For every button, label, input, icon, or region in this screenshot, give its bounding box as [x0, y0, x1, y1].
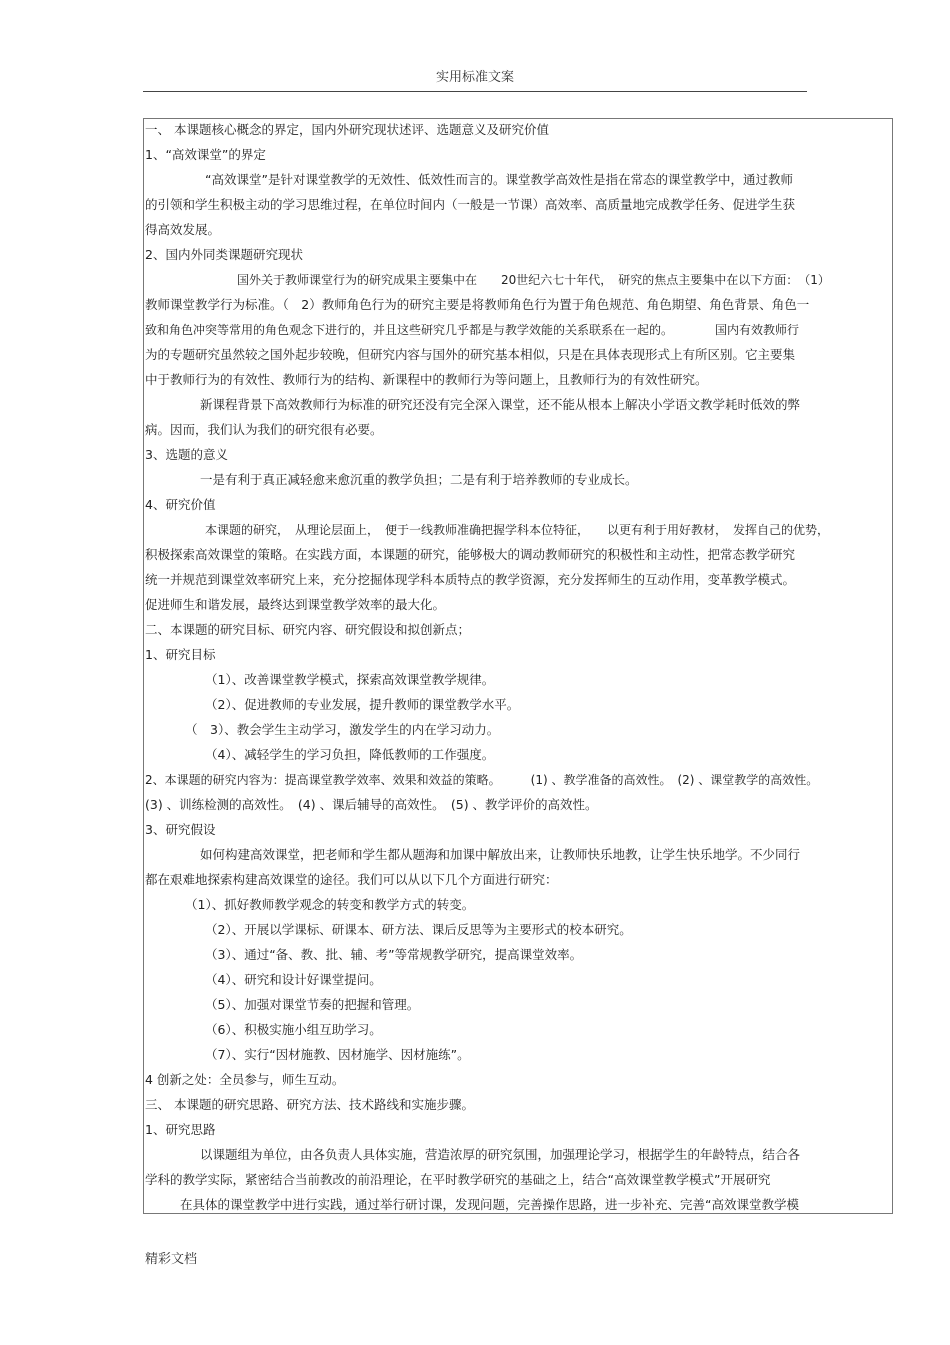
- paragraph-line: 病。因而，我们认为我们的研究很有必要。: [145, 422, 383, 437]
- subsection-heading: 2、国内外同类课题研究现状: [145, 247, 303, 262]
- header-rule: [143, 91, 807, 92]
- page-footer: 精彩文档: [145, 1252, 198, 1267]
- paragraph-line: 教师课堂教学行为标准。（ 2）教师角色行为的研究主要是将教师角色行为置于角色规范、角色期望、角色背景、角色一: [145, 297, 810, 312]
- list-item: （5）、加强对课堂节奏的把握和管理。: [205, 997, 420, 1012]
- paragraph-line: (3) 、训练检测的高效性。 (4) 、课后辅导的高效性。 (5) 、教学评价的高效性。: [145, 797, 598, 812]
- paragraph-line: 本课题的研究， 从理论层面上， 便于一线教师准确把握学科本位特征， 以更有利于用好教材， 发挥自己的优势，: [205, 523, 830, 537]
- list-item: （4）、研究和设计好课堂提问。: [205, 972, 382, 987]
- list-item: （2）、开展以学课标、研课本、研方法、课后反思等为主要形式的校本研究。: [205, 922, 632, 937]
- paragraph-line: 得高效发展。: [145, 222, 221, 237]
- list-item: （6）、积极实施小组互助学习。: [205, 1022, 382, 1037]
- page-header: 实用标准文案: [435, 70, 514, 85]
- section-1-heading: 一、 本课题核心概念的界定，国内外研究现状述评、选题意义及研究价值: [145, 122, 549, 137]
- subsection-heading: 4、研究价值: [145, 497, 216, 512]
- paragraph-line: 积极探索高效课堂的策略。在实践方面，本课题的研究，能够极大的调动教师研究的积极性和主动性，把常态教学研究: [145, 547, 796, 562]
- list-item: （3）、通过“备、教、批、辅、考”等常规教学研究，提高课堂效率。: [205, 947, 583, 962]
- paragraph-line: 致和角色冲突等常用的角色观念下进行的，并且这些研究几乎都是与教学效能的关系联系在一起的。 国内有效教师行: [145, 323, 800, 337]
- list-item: （2）、促进教师的专业发展，提升教师的课堂教学水平。: [205, 697, 520, 712]
- paragraph-line: 2、本课题的研究内容为：提高课堂教学效率、效果和效益的策略。 (1) 、教学准备的高效性。 (2) 、课堂教学的高效性。: [145, 773, 819, 787]
- paragraph-line: 促进师生和谐发展，最终达到课堂教学效率的最大化。: [145, 597, 446, 612]
- paragraph-line: 中于教师行为的有效性、教师行为的结构、新课程中的教师行为等问题上，且教师行为的有效性研究。: [145, 372, 708, 387]
- list-item: （ 3）、教会学生主动学习，激发学生的内在学习动力。: [185, 722, 500, 737]
- paragraph-line: 新课程背景下高效教师行为标准的研究还没有完全深入课堂，还不能从根本上解决小学语文教学耗时低效的弊: [200, 397, 801, 412]
- section-2-heading: 二、本课题的研究目标、研究内容、研究假设和拟创新点；: [145, 622, 471, 637]
- paragraph-line: 都在艰难地探索构建高效课堂的途径。我们可以从以下几个方面进行研究：: [145, 872, 558, 887]
- subsection-heading: 1、研究目标: [145, 647, 216, 662]
- list-item: （1）、抓好教师教学观念的转变和教学方式的转变。: [185, 897, 475, 912]
- subsection-heading: 1、“高效课堂”的界定: [145, 147, 266, 162]
- subsection-heading: 1、研究思路: [145, 1122, 216, 1137]
- section-3-heading: 三、 本课题的研究思路、研究方法、技术路线和实施步骤。: [145, 1097, 474, 1112]
- subsection-heading: 3、研究假设: [145, 822, 216, 837]
- paragraph-line: 4 创新之处：全员参与，师生互动。: [145, 1072, 345, 1087]
- list-item: （4）、减轻学生的学习负担，降低教师的工作强度。: [205, 747, 495, 762]
- paragraph-line: “高效课堂”是针对课堂教学的无效性、低效性而言的。课堂教学高效性是指在常态的课堂教学中，通过教师: [205, 172, 793, 187]
- paragraph-line: 为的专题研究虽然较之国外起步较晚，但研究内容与国外的研究基本相似，只是在具体表现形式上有所区别。它主要集: [145, 347, 796, 362]
- paragraph-line: 在具体的课堂教学中进行实践，通过举行研讨课，发现问题，完善操作思路，进一步补充、完善“高效课堂教学模: [180, 1197, 799, 1212]
- paragraph-line: 学科的教学实际，紧密结合当前教改的前沿理论，在平时教学研究的基础之上，结合“高效课堂教学模式”开展研究: [145, 1172, 771, 1187]
- list-item: （1）、改善课堂教学模式，探索高效课堂教学规律。: [205, 672, 495, 687]
- paragraph-line: 一是有利于真正减轻愈来愈沉重的教学负担；二是有利于培养教师的专业成长。: [200, 472, 638, 487]
- paragraph-line: 以课题组为单位，由各负责人具体实施，营造浓厚的研究氛围，加强理论学习，根据学生的年龄特点，结合各: [200, 1147, 801, 1162]
- subsection-heading: 3、选题的意义: [145, 447, 228, 462]
- paragraph-line: 的引领和学生积极主动的学习思维过程，在单位时间内（一般是一节课）高效率、高质量地完成教学任务、促进学生获: [145, 197, 796, 212]
- list-item: （7）、实行“因材施教、因材施学、因材施练”。: [205, 1047, 470, 1062]
- paragraph-line: 如何构建高效课堂，把老师和学生都从题海和加课中解放出来，让教师快乐地教，让学生快乐地学。不少同行: [200, 847, 801, 862]
- paragraph-line: 国外关于教师课堂行为的研究成果主要集中在 20世纪六七十年代， 研究的焦点主要集中在以下方面： （1）: [237, 273, 830, 287]
- paragraph-line: 统一并规范到课堂效率研究上来，充分挖掘体现学科本质特点的教学资源，充分发挥师生的互动作用，变革教学模式。: [145, 572, 796, 587]
